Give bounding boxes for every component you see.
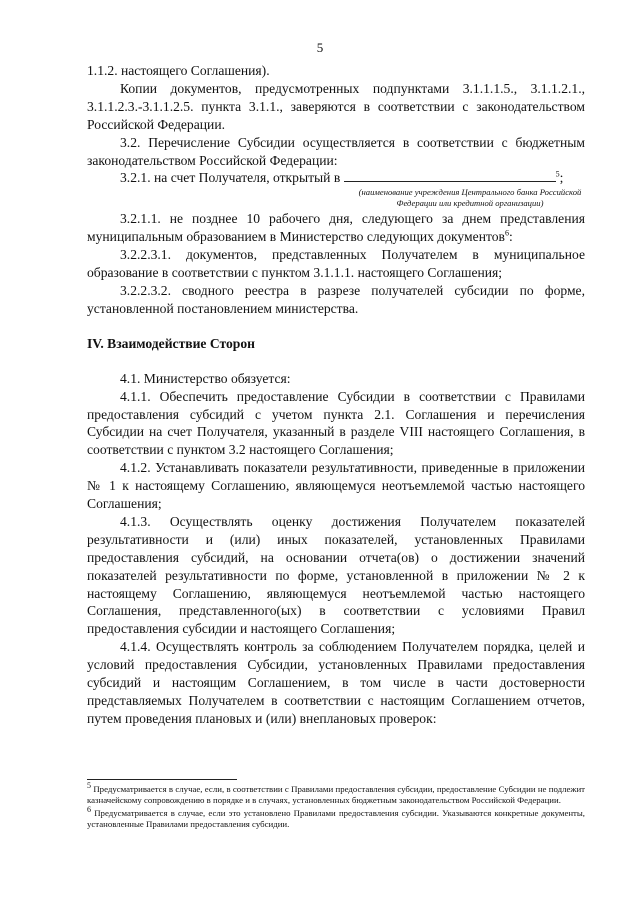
footnote-separator <box>87 779 237 780</box>
paragraph-3-2-1-text: 3.2.1. на счет Получателя, открытый в <box>120 170 341 186</box>
paragraph-3-2-1-1 <box>87 210 585 246</box>
paragraph-4-1-4: 4.1.4. Осуществлять контроль за соблюдением Получателем порядка, целей и условий предоставления Субсидии, установленных Правилами предоставления субсидий и настоящим Соглашением, в том числе в части достоверности представляемых Получателем в соответствии с настоящим Соглашением отчетов, путем проведения плановых и (или) внеплановых проверок: <box>87 639 585 726</box>
paragraph-continuation: 1.1.2. настоящего Соглашения). <box>87 63 270 78</box>
paragraph-4-1-3: 4.1.3. Осуществлять оценку достижения Получателем показателей результативности и (или) иных показателей, установленных Правилами предоставления субсидий, на основании отчета(ов) о достижении значений показателей результативности по форме, установленной в приложении № 2 к настоящему Соглашению, являющемуся неотъемлемой частью настоящего Соглашения, представленного(ых) в соответствии с условиями Правил предоставления субсидии и настоящего Соглашения; <box>87 513 585 637</box>
footnotes <box>87 781 586 833</box>
page-number: 5 <box>316 40 324 55</box>
bank-name-blank-line <box>344 169 556 182</box>
bank-name-caption: (наименование учреждения Центрального банка Российской Федерации или кредитной организации) <box>358 187 582 208</box>
paragraph-3-2-1-end: ; <box>559 170 564 186</box>
paragraph-copies: Копии документов, предусмотренных подпунктами 3.1.1.1.5., 3.1.1.2.1., 3.1.1.2.3.-3.1.1.2.5. пункта 3.1.1., заверяются в соответствии с законодательством Российской Федерации. <box>87 80 585 132</box>
paragraph-3-2: 3.2. Перечисление Субсидии осуществляется в соответствии с бюджетным законодательством Российской Федерации: <box>87 134 585 168</box>
paragraph-3-2-2-3-1: 3.2.2.3.1. документов, представленных Получателем в муниципальное образование в соответствии с пунктом 3.1.1.1. настоящего Соглашения; <box>87 247 585 281</box>
paragraph-4-1: 4.1. Министерство обязуется: <box>120 370 291 386</box>
footnote-ref-6: 6 <box>504 228 509 238</box>
paragraph-4-1-1: 4.1.1. Обеспечить предоставление Субсидии в соответствии с Правилами предоставления субсидий с учетом пункта 2.1. Соглашения и перечисления Субсидии на счет Получателя, указанный в разделе VIII настоящего Соглашения, в соответствии с пунктом 3.2 настоящего Соглашения; <box>87 388 585 458</box>
paragraph-3-2-1-1-end: : <box>508 229 513 245</box>
paragraph-4-1-2: 4.1.2. Устанавливать показатели результативности, приведенные в приложении № 1 к настоящему Соглашению, являющемуся неотъемлемой частью настоящего Соглашения; <box>87 460 585 512</box>
footnote-5: $^5$ Предусматривается в случае, если, в соответствии с Правилами предоставления субсидии, предоставление Субсидии не подлежит казначейскому сопровождению в порядке и в случаях, установленных бюджетным законодательством Российской Федерации. <box>87 781 585 805</box>
paragraph-3-2-1-1-text: 3.2.1.1. не позднее 10 рабочего дня, следующего за днем представления муниципальным образованием в Министерство следующих документов <box>87 211 585 245</box>
document-body <box>87 62 585 728</box>
paragraph-3-2-1 <box>87 169 585 187</box>
paragraph-3-2-2-3-2: 3.2.2.3.2. сводного реестра в разрезе получателей субсидии по форме, установленной постановлением министерства. <box>87 282 585 316</box>
footnote-ref-5: 5 <box>555 169 560 179</box>
section-heading: IV. Взаимодействие Сторон <box>87 335 255 351</box>
footnote-6: $^6$ Предусматривается в случае, если это установлено Правилами предоставления субсидии. Указываются конкретные документы, установленные Правилами предоставления субсидии. <box>87 805 586 830</box>
